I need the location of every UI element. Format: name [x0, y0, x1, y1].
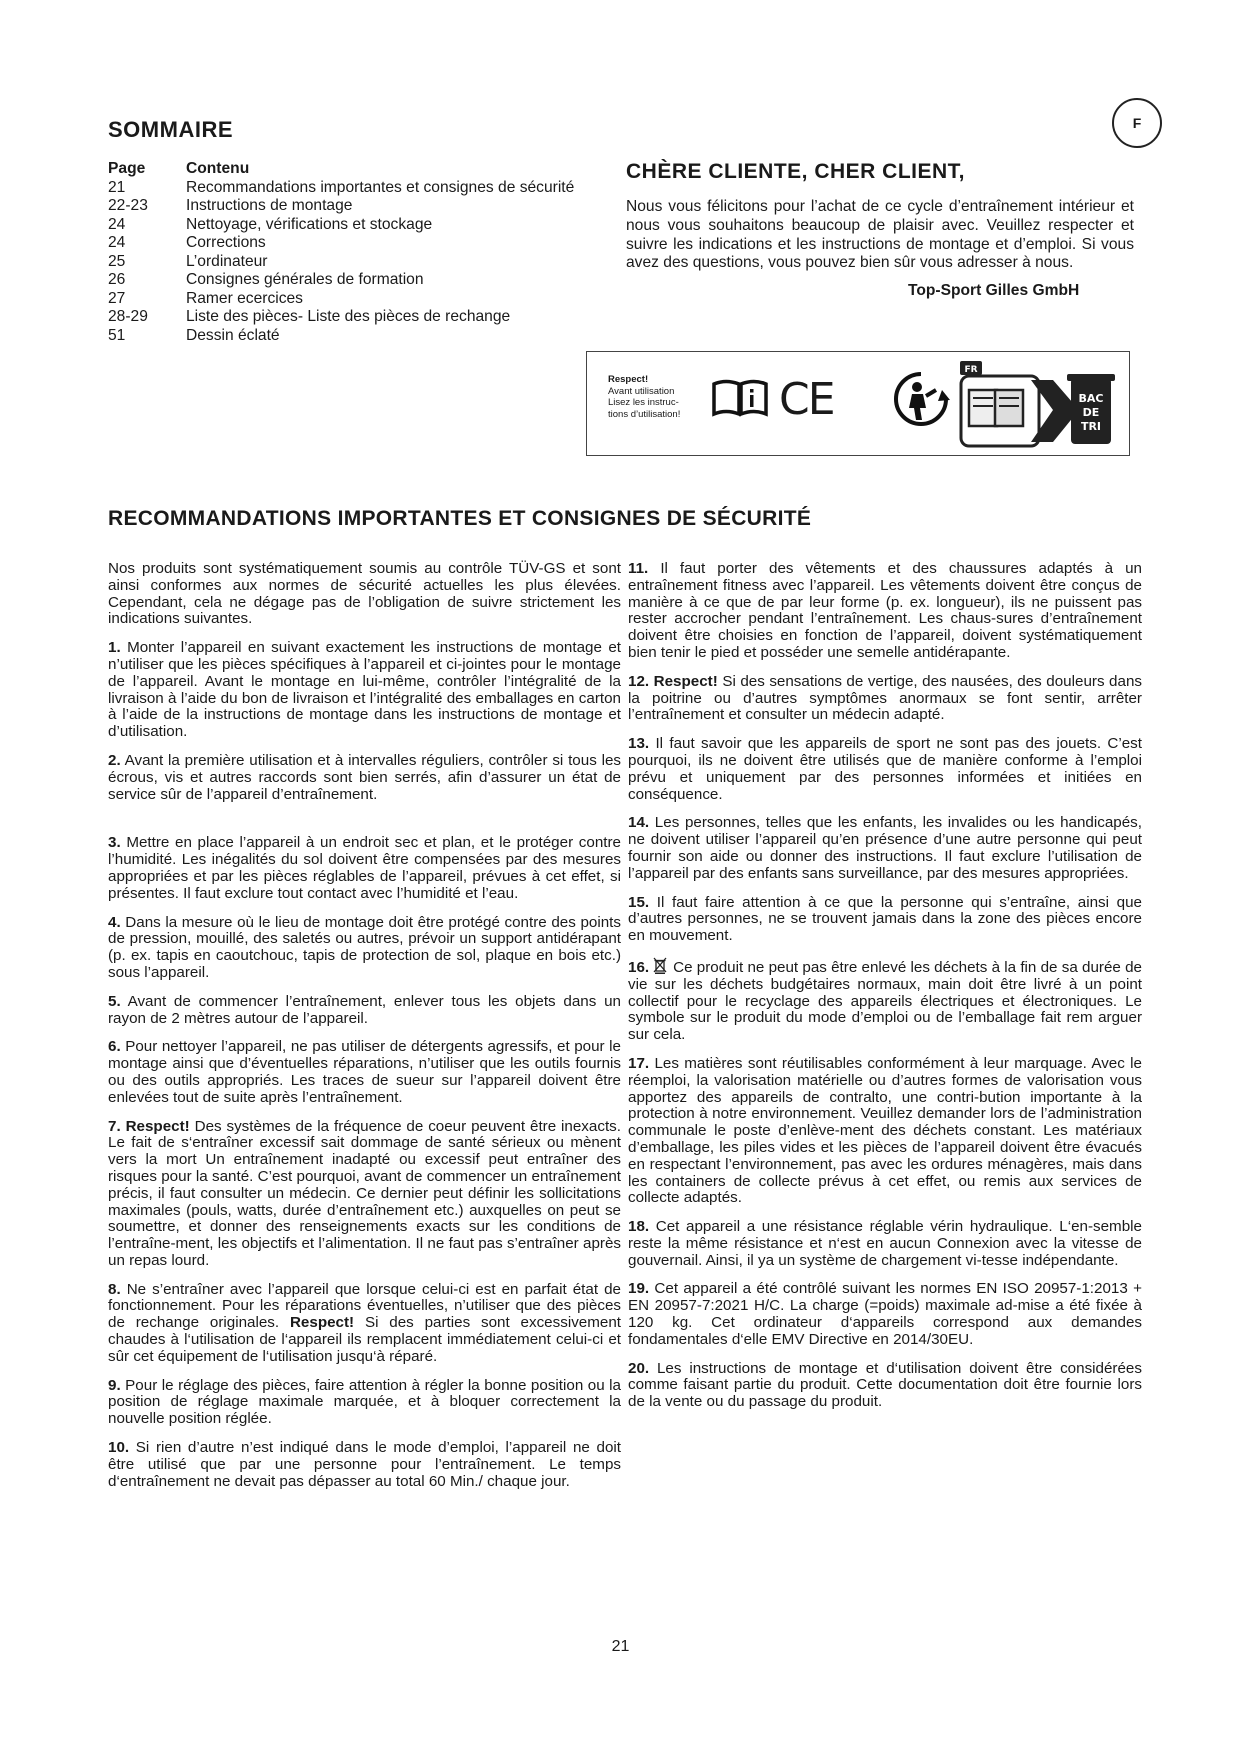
safety-item: [628, 957, 1142, 1044]
crossed-bin-icon: [653, 957, 667, 974]
toc-row: [108, 253, 588, 272]
item-text: Si rien d’autre n’est indiqué dans le mode d’emploi, l’appareil ne doit être utilisé que par une personne pour l’entraînement. Le temps d‘entraînement ne devait pas dépasser au total 60 Min./ chaque jour.: [108, 1439, 621, 1490]
respect-note-line: tions d’utilisation!: [608, 408, 681, 420]
safety-item: [628, 561, 1142, 662]
item-number: 16.: [628, 958, 650, 976]
item-number: 17.: [628, 1054, 650, 1072]
respect-note-line: Lisez les instruc-: [608, 397, 679, 408]
safety-item: [628, 815, 1142, 882]
bac-text: BAC: [1078, 392, 1104, 405]
toc-text: L’ordinateur: [186, 252, 268, 270]
item-number: 12.: [628, 672, 650, 690]
item-number: 11.: [628, 560, 649, 577]
safety-item: [628, 1281, 1142, 1348]
respect-note: [608, 374, 708, 420]
toc-page: 24: [108, 234, 126, 251]
safety-intro: Nos produits sont systématiquement soumis au contrôle TÜV-GS et sont ainsi conformes aux normes de sécurité actuelles les plus élevées. Cependant, cela ne dégage pas de l’obligation de suivre strictement les indications suivantes.: [108, 560, 621, 628]
toc-page: 25: [108, 252, 126, 270]
greeting-text: Nous vous félicitons pour l’achat de ce cycle d’entraînement intérieur et nous vous souhaitons beaucoup de plaisir avec. Veuillez respecter et suivre les indications et les instructions de montage et d’emploi. Si vous avez des questions, vous pouvez bien sûr vous adresser à nous.: [626, 198, 1134, 272]
item-number: 14.: [628, 814, 650, 832]
item-text: Dans la mesure où le lieu de montage doit être protégé contre des points de pression, mouillé, des saletés ou autres, prévoir un support antidérapant (p. ex. tapis en caoutchouc, tapis de protection de sol, plaque en bois etc.) sous l’appareil.: [108, 913, 621, 981]
toc-text: Ramer ecercices: [186, 289, 303, 307]
toc-title: SOMMAIRE: [108, 117, 233, 142]
item-number: 10.: [108, 1439, 130, 1457]
safety-title: RECOMMANDATIONS IMPORTANTES ET CONSIGNES DE SÉCURITÉ: [108, 507, 812, 530]
item-text: Ce produit ne peut pas être enlevé les déchets à la fin de sa durée de vie sur les déchets budgétaires normaux, main doit être livré à un point collectif pour le recyclage des appareils électriques et électroniques. Le symbole sur le produit du mode d’emploi ou de l’emballage fait rem arguer sur cela.: [628, 958, 1142, 1044]
toc-row: [108, 197, 588, 216]
safety-item: [628, 736, 1142, 803]
symbol-box: [586, 351, 1130, 456]
bac-de-tri-icon: [959, 360, 1119, 450]
respect-note-line: Avant utilisation: [608, 385, 675, 397]
toc-page: 28-29: [108, 308, 148, 325]
toc-page: 22-23: [108, 197, 148, 214]
toc-row: [108, 308, 588, 327]
item-number: 19.: [628, 1280, 650, 1298]
safety-item: [108, 1039, 621, 1106]
toc-page: 27: [108, 289, 126, 307]
item-text: Si des parties sont excessivement chaudes à l‘utilisation de l‘appareil ils remplacent immédiatement celui-ci et sûr cet équipement de l‘utilisation jusqu‘à réparé.: [108, 1314, 621, 1365]
toc-row: [108, 179, 588, 198]
safety-item: [108, 640, 621, 741]
item-text: Il faut savoir que les appareils de sport ne sont pas des jouets. C’est pourquoi, ils ne doivent être utilisés que de manière conforme à l’emploi prévu et uniquement par des personnes informées et initiées en conséquence.: [628, 735, 1142, 803]
page-number: 21: [611, 1638, 630, 1655]
item-text: Il faut faire attention à ce que la personne qui s’entraîne, ainsi que d’autres personnes, ne se trouvent jamais dans la zone des pièces encore en mouvement.: [628, 893, 1142, 945]
ce-mark-icon: CE: [779, 374, 834, 425]
manual-book-icon: [711, 378, 769, 418]
item-text: Cet appareil a été contrôlé suivant les normes EN ISO 20957-1:2013 + EN 20957-7:2021 H/C. La charge (=poids) maximale ad-mise a été fixée à 120 kg. Cet ordinateur d‘appareils correspond aux demandes fondamentales d‘elle EMV Directive en 2014/30EU.: [628, 1280, 1142, 1348]
safety-item: [628, 895, 1142, 945]
item-number: 2.: [108, 751, 121, 769]
toc-text: Nettoyage, vérifications et stockage: [186, 215, 433, 233]
toc-text: Recommandations importantes et consignes de sécurité: [186, 178, 575, 196]
safety-item: [628, 1056, 1142, 1207]
item-text: Ne s’entraîner avec l’appareil que lorsque celui-ci est en parfait état de fonctionnement. Pour les réparations éventuelles, n’utiliser que des pièces de rechange originales.: [108, 1280, 621, 1332]
safety-item: [108, 1282, 621, 1366]
safety-item: [628, 1219, 1142, 1269]
triman-recycling-icon: [892, 370, 950, 428]
toc-header: [108, 160, 588, 179]
safety-item: [108, 1378, 621, 1428]
toc-text: Liste des pièces- Liste des pièces de rechange: [186, 308, 511, 325]
safety-item: [108, 915, 621, 982]
item-text: Pour le réglage des pièces, faire attention à régler la bonne position ou la position de réglage maximale marquée, et à bloquer correctement la nouvelle position réglée.: [108, 1376, 621, 1428]
safety-column-right: [628, 561, 1142, 1411]
respect-note-title: Respect!: [608, 374, 649, 385]
item-number: 9.: [108, 1376, 121, 1394]
toc-text: Instructions de montage: [186, 197, 353, 214]
fr-tag-text: FR: [964, 365, 978, 375]
safety-item: [108, 994, 621, 1028]
toc-row: [108, 290, 588, 309]
item-number: 3.: [108, 834, 121, 852]
table-of-contents: [108, 160, 588, 345]
respect-label: Respect!: [289, 1314, 355, 1332]
item-text: Mettre en place l’appareil à un endroit sec et plan, et le protéger contre l’humidité. Les inégalités du sol doivent être compensées par des mesures appropriées et par les pièces réglables de l’appareil, prévues à cet effet, si présentes. Il faut exclure tout contact avec l’humidité et l’eau.: [108, 834, 621, 902]
item-number: 13.: [628, 735, 650, 753]
safety-item: [108, 835, 621, 902]
item-number: 4.: [108, 913, 121, 931]
item-text: Monter l’appareil en suivant exactement les instructions de montage et n’utiliser que les pièces spécifiques à l’appareil et ci-jointes pour le montage de l’appareil. Avant le montage en lui-même, contrôler l’intégralité de la livraison à l’aide du bon de livraison et l’intégralité des emballages en carton à l’aide de la instructions de montage dans les instructions de montage et d’utilisation.: [108, 639, 621, 741]
item-number: 5.: [108, 992, 121, 1010]
item-text: Avant de commencer l’entraînement, enlever tous les objets dans un rayon de 2 mètres autour de l’appareil.: [108, 992, 622, 1027]
respect-label: Respect!: [125, 1117, 190, 1135]
toc-row: [108, 327, 588, 346]
toc-row: [108, 234, 588, 253]
item-number: 7.: [108, 1117, 121, 1135]
safety-column-left: [108, 561, 621, 1490]
toc-row: [108, 216, 588, 235]
item-number: 18.: [628, 1218, 650, 1236]
toc-row: [108, 271, 588, 290]
toc-page: 51: [108, 326, 126, 344]
item-text: Il faut porter des vêtements et des chaussures adaptés à un entraînement fitness avec l’appareil. Les vêtements doivent être conçus de manière à ce que de par leur forme (p. ex. longueur), ils ne puissent pas rester accrocher pendant l’entraînement. Les chaus-sures d’entraînement doivent être choisies en fonction de l’appareil, doivent systématiquement bien tenir le pied et posséder une semelle antidérapante.: [628, 560, 1142, 661]
toc-header-content: Contenu: [186, 160, 250, 177]
toc-page: 24: [108, 215, 126, 233]
toc-page: 26: [108, 271, 126, 288]
item-text: Si des sensations de vertige, des nausées, des douleurs dans la poitrine ou d’autres symptômes anormaux se font sentir, arrêter l’entraînement et consulter un médecin adapté.: [628, 672, 1142, 724]
toc-header-page: Page: [108, 160, 146, 177]
item-text: Avant la première utilisation et à intervalles réguliers, contrôler si tous les écrous, vis et autres raccords sont bien serrés, afin d’assurer un état de service sûr de l’appareil d’entraînement.: [108, 751, 621, 803]
toc-text: Consignes générales de formation: [186, 271, 424, 288]
safety-item: [628, 1361, 1142, 1411]
toc-text: Dessin éclaté: [186, 326, 280, 344]
toc-text: Corrections: [186, 234, 266, 251]
item-number: 6.: [108, 1038, 121, 1056]
bac-text: DE: [1082, 406, 1100, 419]
greeting-signature: Top-Sport Gilles GmbH: [908, 282, 1080, 299]
item-text: Cet appareil a une résistance réglable vérin hydraulique. L‘en-semble reste la même résistance et n‘est en aucun Connexion avec la vitesse de gouvernail. Ainsi, il ya un système de chargement vi-tesse indépendante.: [628, 1218, 1142, 1269]
item-number: 20.: [628, 1359, 650, 1377]
item-number: 15.: [628, 893, 650, 911]
safety-item: [108, 1119, 621, 1270]
greeting-title: CHÈRE CLIENTE, CHER CLIENT,: [626, 160, 966, 183]
bac-text: TRI: [1080, 420, 1102, 433]
item-number: 1.: [108, 639, 121, 657]
safety-item: [628, 674, 1142, 724]
toc-page: 21: [108, 178, 126, 196]
language-badge: F: [1112, 98, 1162, 148]
item-number: 8.: [108, 1280, 121, 1298]
respect-label: Respect!: [653, 672, 718, 690]
item-text: Les matières sont réutilisables conformément à leur marquage. Avec le réemploi, la valorisation matérielle ou d’autres formes de valorisation vous apportez des appareils de contralto, une contri-bution importante à la protection à notre environnement. Veuillez demander lors de l’administration communale le poste d’enlève-ment des déchets constant. Les matériaux d’emballage, les piles vides et les pièces de l’appareil doivent être évacués en respectant l’environnement, pas avec les ordures ménagères, mais dans les containers de collecte prévus à cet effet, ou remis aux services de collecte adaptés.: [628, 1054, 1142, 1207]
item-text: Les instructions de montage et d‘utilisation doivent être considérées comme faisant partie du produit. Cette documentation doit être fournie lors de la vente ou du passage du produit.: [628, 1359, 1142, 1411]
item-text: Pour nettoyer l’appareil, ne pas utiliser de détergents agressifs, et pour le montage ainsi que d’éventuelles réparations, n’utiliser que les outils fournis ou des outils appropriés. Les traces de sueur sur l’appareil doivent être enlevées tout de suite après l’entraînement.: [108, 1038, 621, 1106]
item-text: Les personnes, telles que les enfants, les invalides ou les handicapés, ne doivent utiliser l’appareil qu’en présence d’une autre personne qui peut fournir son aide ou donner des instructions. Il faut exclure l’utilisation de l’appareil par des enfants sans surveillance, par des mesures appropriées.: [628, 814, 1142, 882]
safety-item: [108, 753, 621, 803]
item-text: Des systèmes de la fréquence de coeur peuvent être inexacts. Le fait de s‘entraîner excessif sait dommage de santé sérieux ou mènent vers la mort Un entraînement inadapté ou excessif peut entraîner des risques pour la santé. C’est pourquoi, avant de commencer un entraînement précis, il faut consulter un médecin. Ce dernier peut définir les sollicitations maximales (pouls, watts, durée d’entraînement etc.) auxquelles on peut se soumettre, et donner des renseignements exacts sur les conditions de l’entraîne-ment, les objectifs et l’alimentation. Il ne faut pas s’entraîner après un repas lourd.: [108, 1117, 621, 1269]
safety-item: [108, 1440, 621, 1490]
